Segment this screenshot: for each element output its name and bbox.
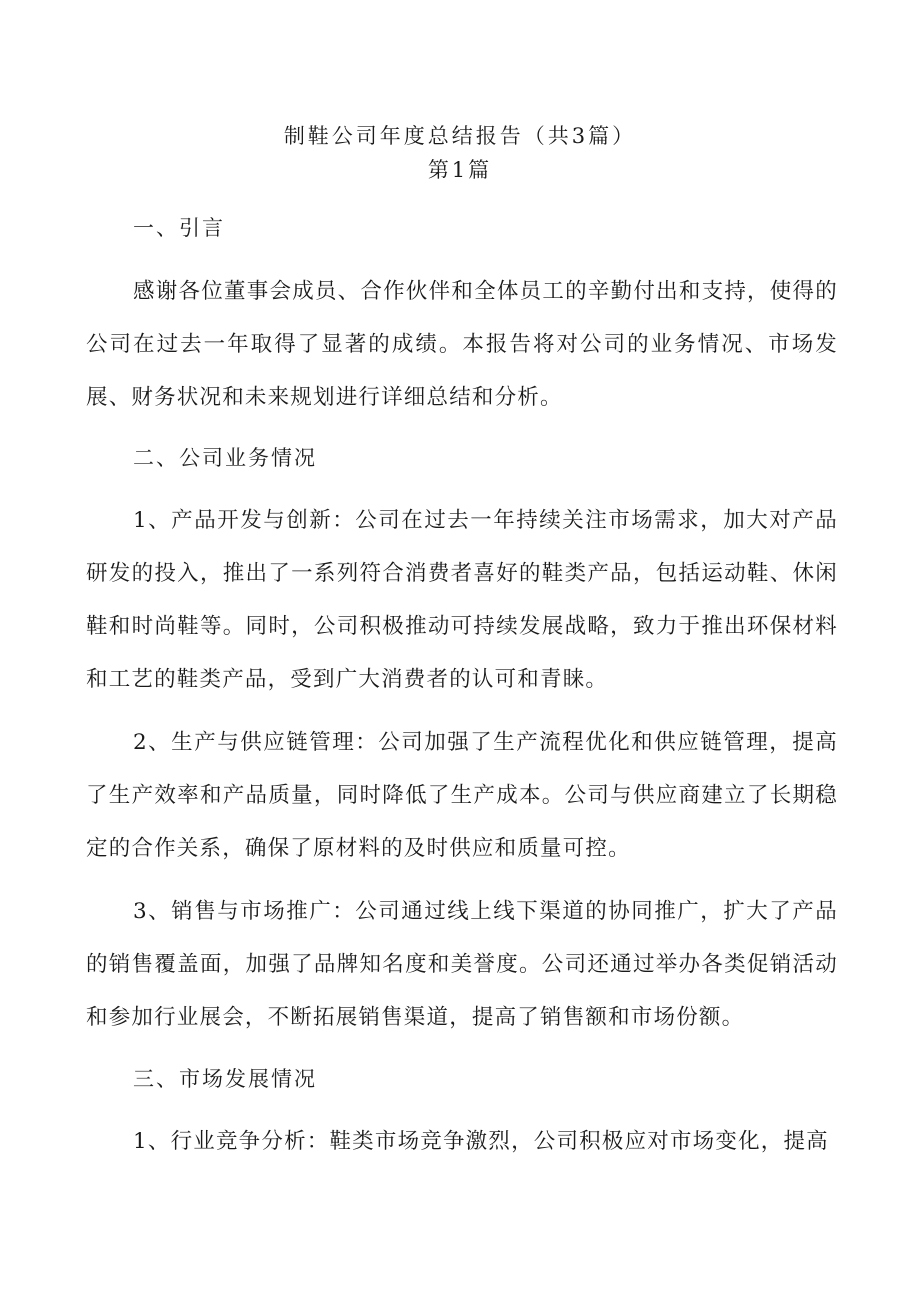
paragraph-competition-analysis: 1、行业竞争分析：鞋类市场竞争激烈，公司积极应对市场变化，提高 (133, 1129, 829, 1154)
paragraph-intro: 感谢各位董事会成员、合作伙伴和全体员工的辛勤付出和支持，使得的公司在过去一年取得了显著的成绩。本报告将对公司的业务情况、市场发展、财务状况和未来规划进行详细总结和分析。 (86, 279, 838, 410)
paragraph-production-supply: 2、生产与供应链管理：公司加强了生产流程优化和供应链管理，提高了生产效率和产品质量，同时降低了生产成本。公司与供应商建立了长期稳定的合作关系，确保了原材料的及时供应和质量可控。 (86, 730, 838, 861)
section-heading-market: 三、市场发展情况 (133, 1067, 317, 1091)
section-heading-intro: 一、引言 (133, 216, 225, 240)
document-subtitle: 第1篇 (427, 158, 493, 182)
paragraph-sales-marketing: 3、销售与市场推广：公司通过线上线下渠道的协同推广，扩大了产品的销售覆盖面，加强了品牌知名度和美誉度。公司还通过举办各类促销活动和参加行业展会，不断拓展销售渠道，提高了销售额和市场份额。 (86, 899, 838, 1030)
document-title: 制鞋公司年度总结报告（共3篇） (283, 124, 637, 148)
section-heading-business: 二、公司业务情况 (133, 446, 317, 470)
paragraph-product-development: 1、产品开发与创新：公司在过去一年持续关注市场需求，加大对产品研发的投入，推出了一系列符合消费者喜好的鞋类产品，包括运动鞋、休闲鞋和时尚鞋等。同时，公司积极推动可持续发展战略，致力于推出环保材料和工艺的鞋类产品，受到广大消费者的认可和青睐。 (86, 508, 838, 692)
